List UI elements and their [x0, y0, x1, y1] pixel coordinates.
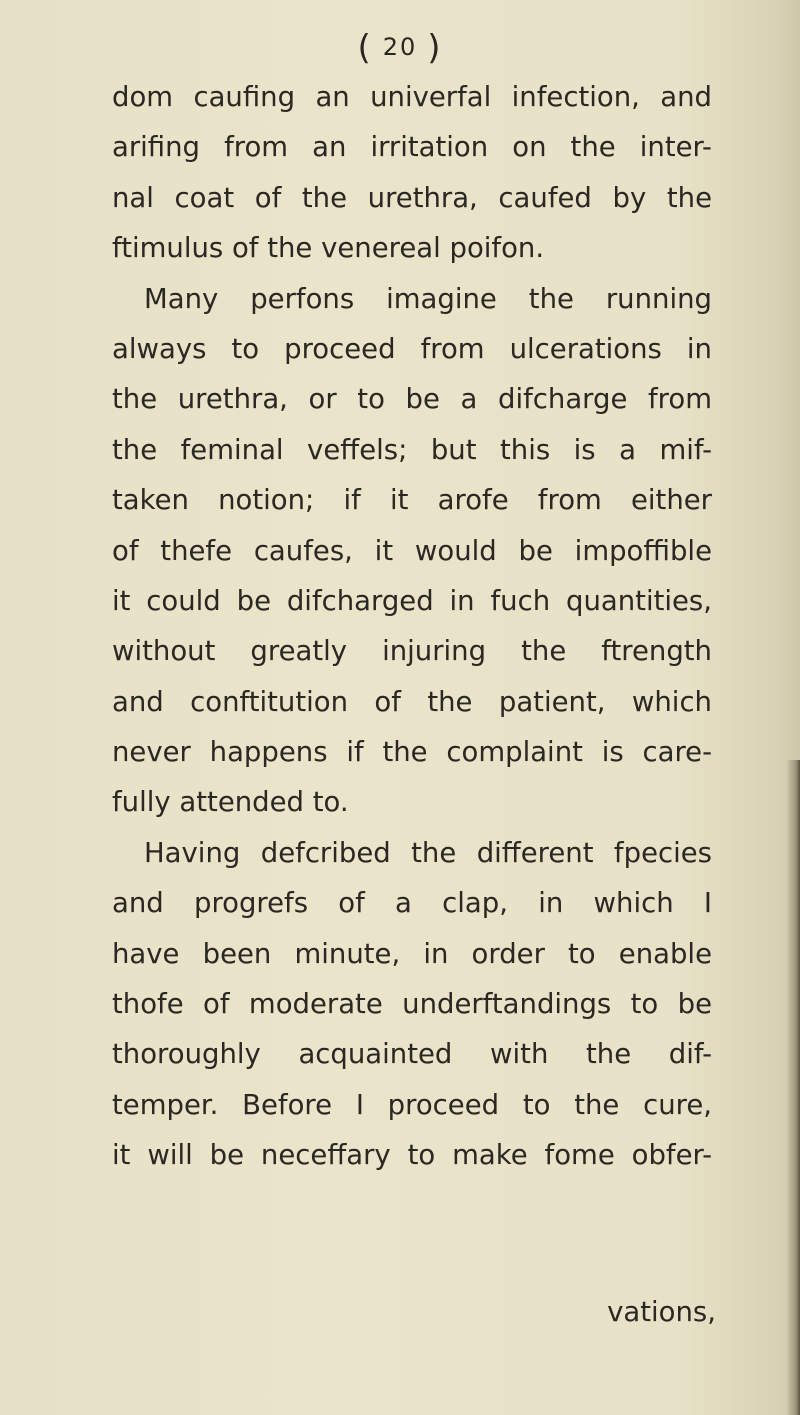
text-line: dom caufing an univerfal infection, and: [112, 81, 712, 113]
open-paren: (: [357, 28, 373, 68]
catchword: vations,: [607, 1296, 716, 1328]
text-line: of thefe caufes, it would be impoffible: [112, 534, 712, 567]
text-line: it could be difcharged in fuch quantities,: [112, 584, 712, 617]
text-line: nal coat of the urethra, caufed by the: [112, 181, 712, 214]
text-line: thoroughly acquainted with the dif-: [112, 1038, 712, 1071]
text-line: arifing from an irritation on the inter-: [112, 131, 712, 164]
text-line: the feminal veffels; but this is a mif-: [112, 433, 712, 466]
text-line: Having defcribed the different fpecies: [144, 836, 712, 869]
text-line: taken notion; if it arofe from either: [112, 484, 712, 517]
text-line: thofe of moderate underftandings to be: [112, 988, 712, 1021]
body-text: [112, 72, 712, 1181]
text-line: temper. Before I proceed to the cure,: [112, 1088, 712, 1121]
text-line: and progrefs of a clap, in which I: [112, 887, 712, 920]
text-line: have been minute, in order to enable: [112, 937, 712, 970]
close-paren: ): [427, 28, 443, 68]
text-line: it will be neceffary to make fome obfer-: [112, 1139, 712, 1172]
text-line: without greatly injuring the ftrength: [112, 635, 712, 668]
text-line: never happens if the complaint is care-: [112, 736, 712, 769]
text-line: and conftitution of the patient, which: [112, 685, 712, 718]
page-number: 20: [382, 33, 418, 61]
page-edge-shadow: [786, 760, 800, 1415]
text-line: the urethra, or to be a difcharge from: [112, 383, 712, 416]
text-line: Many perfons imagine the running: [144, 282, 712, 315]
text-line: always to proceed from ulcerations in: [112, 332, 712, 365]
text-line: ftimulus of the venereal poifon.: [112, 232, 545, 265]
page-number-header: [0, 28, 800, 68]
text-line: fully attended to.: [112, 786, 349, 819]
